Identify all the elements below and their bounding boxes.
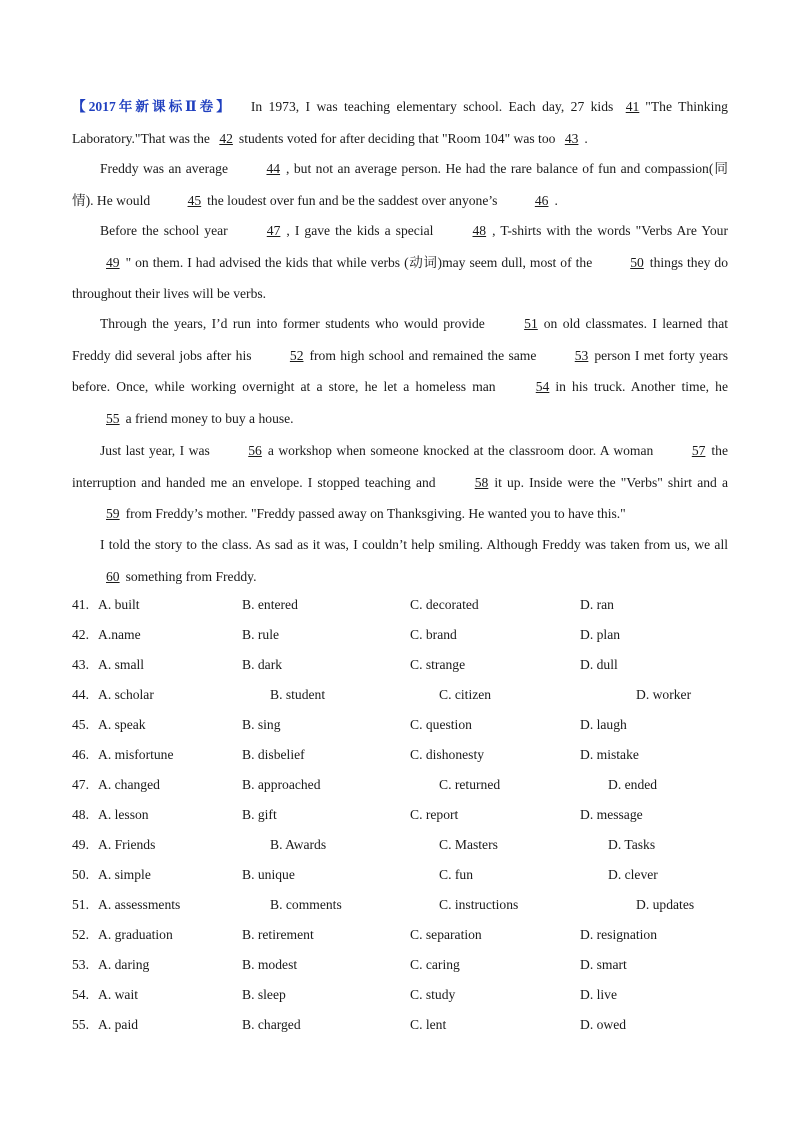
option-c: C. study	[410, 987, 456, 1002]
question-number: 48.	[72, 807, 89, 822]
option-b: B. unique	[242, 867, 295, 882]
option-d: D. mistake	[580, 747, 639, 762]
blank-54: 54	[535, 379, 550, 394]
option-d: D. laugh	[580, 717, 627, 732]
option-d: D. updates	[636, 897, 695, 912]
option-a: A.name	[98, 627, 141, 642]
option-c: C. strange	[410, 657, 466, 672]
option-a: A. paid	[98, 1017, 139, 1032]
question-number: 45.	[72, 717, 89, 732]
option-c: C. separation	[410, 927, 482, 942]
blank-42: 42	[219, 130, 233, 146]
option-a: A. changed	[98, 777, 160, 792]
blank-57: 57	[691, 443, 706, 458]
option-d: D. Tasks	[608, 837, 656, 852]
option-c: C. brand	[410, 627, 457, 642]
question-54	[72, 987, 772, 1017]
question-number: 51.	[72, 897, 89, 912]
option-c: C. report	[410, 807, 459, 822]
question-number: 41.	[72, 597, 89, 612]
option-a: A. wait	[98, 987, 139, 1002]
paragraph-3: Before the school year 47 , I gave the kids a special 48 , T-shirts with the words "Verbs Are Your 49 " on them. I had advised the kids that while verbs (动词)may seem dull, most of the 50 things they do throughout their lives will be verbs.	[72, 215, 728, 310]
option-b: B. Awards	[270, 837, 327, 852]
blank-47: 47	[266, 223, 281, 238]
blank-43: 43	[564, 130, 579, 146]
question-43	[72, 657, 772, 687]
option-b: B. dark	[242, 657, 283, 672]
option-a: A. graduation	[98, 927, 173, 942]
option-c: C. dishonesty	[410, 747, 485, 762]
question-number: 53.	[72, 957, 89, 972]
question-number: 49.	[72, 837, 89, 852]
option-a: A. built	[98, 597, 140, 612]
question-number: 46.	[72, 747, 89, 762]
blank-49: 49	[106, 254, 120, 270]
question-number: 54.	[72, 987, 89, 1002]
option-b: B. approached	[242, 777, 321, 792]
option-c: C. instructions	[439, 897, 519, 912]
blank-46: 46	[534, 192, 549, 208]
question-52	[72, 927, 772, 957]
option-c: C. returned	[439, 777, 501, 792]
question-number: 50.	[72, 867, 89, 882]
blank-56: 56	[248, 443, 262, 458]
question-number: 42.	[72, 627, 89, 642]
option-b: B. sleep	[242, 987, 286, 1002]
blank-45: 45	[187, 192, 202, 208]
option-d: D. resignation	[580, 927, 658, 942]
question-number: 44.	[72, 687, 89, 702]
paragraph-5: Just last year, I was 56 a workshop when someone knocked at the classroom door. A woman 57 the interruption and handed me an envelope. I stopped teaching and 58 it up. Inside were the "Verbs" shirt and a 59 from Freddy’s mother. "Freddy passed away on Thanksgiving. He wanted you to have this."	[72, 435, 728, 530]
option-b: B. modest	[242, 957, 298, 972]
question-number: 52.	[72, 927, 89, 942]
option-b: B. rule	[242, 627, 279, 642]
option-b: B. charged	[242, 1017, 301, 1032]
paragraph-6: I told the story to the class. As sad as it was, I couldn’t help smiling. Although Freddy was taken from us, we all 60 something from Freddy.	[72, 529, 728, 592]
blank-51: 51	[524, 316, 538, 331]
question-48	[72, 807, 772, 837]
option-b: B. comments	[270, 897, 342, 912]
option-a: A. speak	[98, 717, 146, 732]
option-c: C. fun	[439, 867, 473, 882]
option-d: D. ran	[580, 597, 614, 612]
question-53	[72, 957, 772, 987]
blank-52: 52	[289, 347, 304, 363]
question-number: 47.	[72, 777, 89, 792]
paragraph-4: Through the years, I’d run into former students who would provide 51 on old classmates. I learned that Freddy did several jobs after his 52 from high school and remained the same 53 person I met forty years before. Once, while working overnight at a store, he let a homeless man 54 in his truck. Another time, he 55 a friend money to buy a house.	[72, 308, 728, 434]
question-46	[72, 747, 772, 777]
option-d: D. plan	[580, 627, 621, 642]
option-a: A. Friends	[98, 837, 156, 852]
question-41	[72, 597, 772, 627]
blank-55: 55	[106, 410, 120, 426]
option-b: B. student	[270, 687, 326, 702]
option-d: D. clever	[608, 867, 658, 882]
option-a: A. small	[98, 657, 145, 672]
question-44	[72, 687, 772, 717]
option-b: B. sing	[242, 717, 281, 732]
question-number: 43.	[72, 657, 89, 672]
paragraph-1: 【2017年新课标Ⅱ卷】 In 1973, I was teaching elementary school. Each day, 27 kids 41 "The Thinking Laboratory."That was the 42 students voted for after deciding that "Room 104" was too 43 .	[72, 91, 728, 154]
option-b: B. disbelief	[242, 747, 305, 762]
question-50	[72, 867, 772, 897]
blank-41: 41	[625, 99, 640, 114]
blank-48: 48	[472, 223, 487, 238]
option-a: A. simple	[98, 867, 151, 882]
question-47	[72, 777, 772, 807]
option-b: B. entered	[242, 597, 298, 612]
option-d: D. message	[580, 807, 643, 822]
question-49	[72, 837, 772, 867]
question-number: 55.	[72, 1017, 89, 1032]
blank-59: 59	[106, 506, 120, 521]
option-a: A. daring	[98, 957, 150, 972]
option-a: A. scholar	[98, 687, 154, 702]
blank-58: 58	[474, 474, 489, 490]
option-d: D. dull	[580, 657, 618, 672]
option-b: B. gift	[242, 807, 277, 822]
blank-50: 50	[630, 254, 644, 270]
blank-60: 60	[106, 568, 120, 584]
question-55	[72, 1017, 772, 1047]
question-51	[72, 897, 772, 927]
blank-44: 44	[266, 161, 281, 176]
option-d: D. live	[580, 987, 617, 1002]
paragraph-2: Freddy was an average 44 , but not an average person. He had the rare balance of fun and compassion(同情). He would 45 the loudest over fun and be the saddest over anyone’s 46 .	[72, 153, 728, 216]
option-c: C. lent	[410, 1017, 447, 1032]
option-a: A. lesson	[98, 807, 149, 822]
option-d: D. ended	[608, 777, 658, 792]
question-42	[72, 627, 772, 657]
option-c: C. Masters	[439, 837, 498, 852]
option-a: A. assessments	[98, 897, 181, 912]
source-tag: 【2017年新课标Ⅱ卷】	[72, 99, 233, 114]
option-d: D. owed	[580, 1017, 627, 1032]
option-c: C. citizen	[439, 687, 492, 702]
option-b: B. retirement	[242, 927, 314, 942]
option-a: A. misfortune	[98, 747, 174, 762]
option-c: C. question	[410, 717, 472, 732]
blank-53: 53	[574, 347, 589, 363]
option-d: D. smart	[580, 957, 627, 972]
option-d: D. worker	[636, 687, 692, 702]
option-c: C. decorated	[410, 597, 479, 612]
question-45	[72, 717, 772, 747]
option-c: C. caring	[410, 957, 460, 972]
